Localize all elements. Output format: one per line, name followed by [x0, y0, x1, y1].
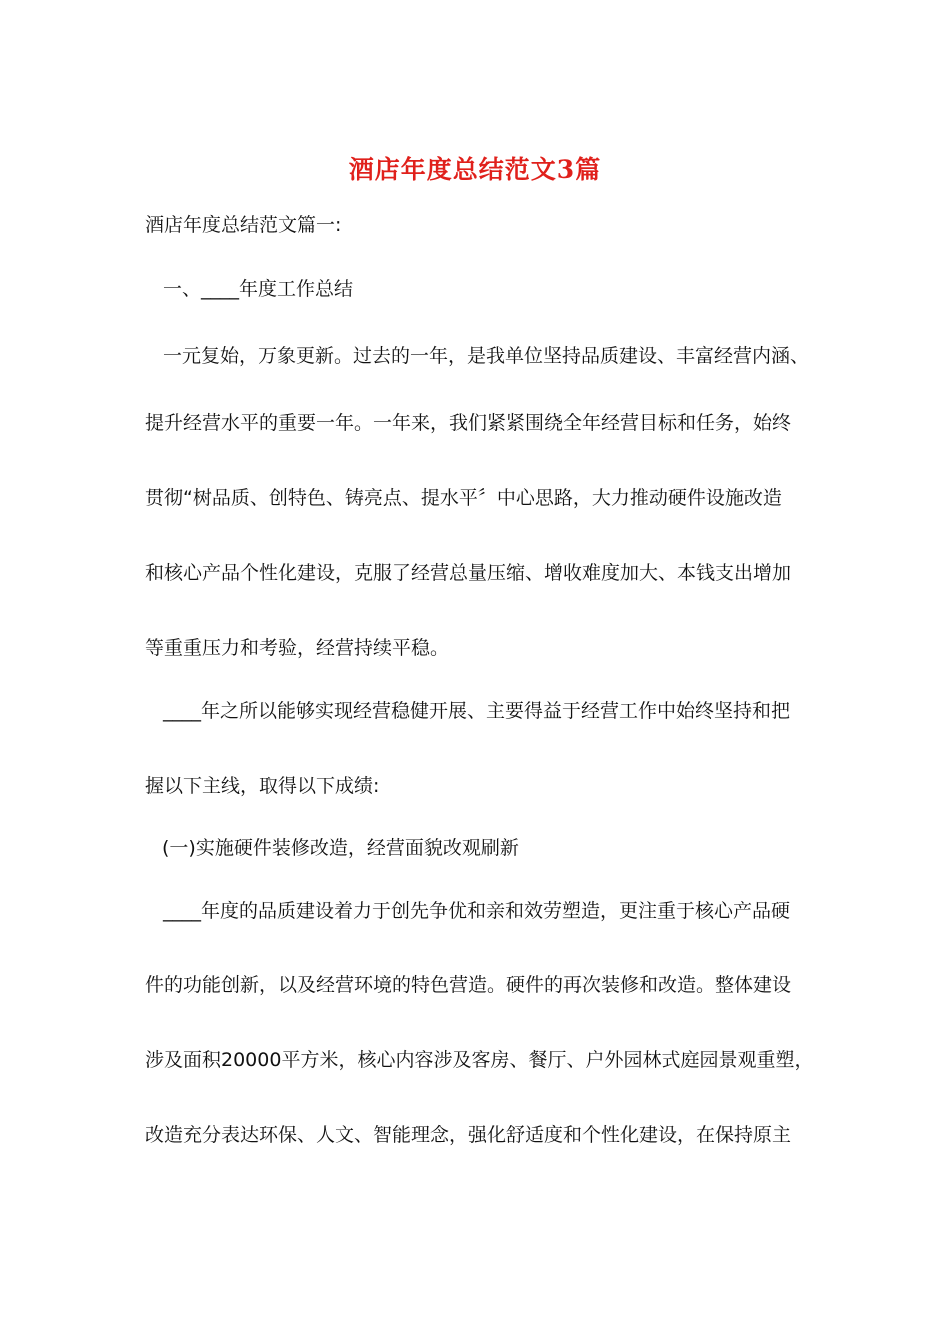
paragraph-line: 贯彻“树品质、创特色、铸亮点、提水平〞中心思路，大力推动硬件设施改造	[145, 487, 782, 509]
section-heading: 酒店年度总结范文篇一:	[145, 214, 342, 236]
paragraph-line: 一元复始，万象更新。过去的一年，是我单位坚持品质建设、丰富经营内涵、	[163, 345, 810, 367]
paragraph-line: 涉及面积20000平方米，核心内容涉及客房、餐厅、户外园林式庭园景观重塑，	[145, 1049, 814, 1071]
paragraph-line: 等重重压力和考验，经营持续平稳。	[145, 637, 450, 659]
paragraph-line: 件的功能创新，以及经营环境的特色营造。硬件的再次装修和改造。整体建设	[145, 974, 792, 996]
paragraph-line: 提升经营水平的重要一年。一年来，我们紧紧围绕全年经营目标和任务，始终	[145, 412, 792, 434]
paragraph-line: 改造充分表达环保、人文、智能理念，强化舒适度和个性化建设，在保持原主	[145, 1124, 792, 1146]
paragraph-line: 和核心产品个性化建设，克服了经营总量压缩、增收难度加大、本钱支出增加	[145, 562, 792, 584]
document-title: 酒店年度总结范文3篇	[348, 155, 602, 184]
subsection-heading: 一、____年度工作总结	[163, 278, 354, 300]
paragraph-line: ____年之所以能够实现经营稳健开展、主要得益于经营工作中始终坚持和把	[163, 700, 791, 722]
paragraph-line: 握以下主线，取得以下成绩:	[145, 775, 380, 797]
subsection-heading: (一)实施硬件装修改造，经营面貌改观刷新	[162, 837, 519, 859]
paragraph-line: ____年度的品质建设着力于创先争优和亲和效劳塑造，更注重于核心产品硬	[163, 900, 791, 922]
